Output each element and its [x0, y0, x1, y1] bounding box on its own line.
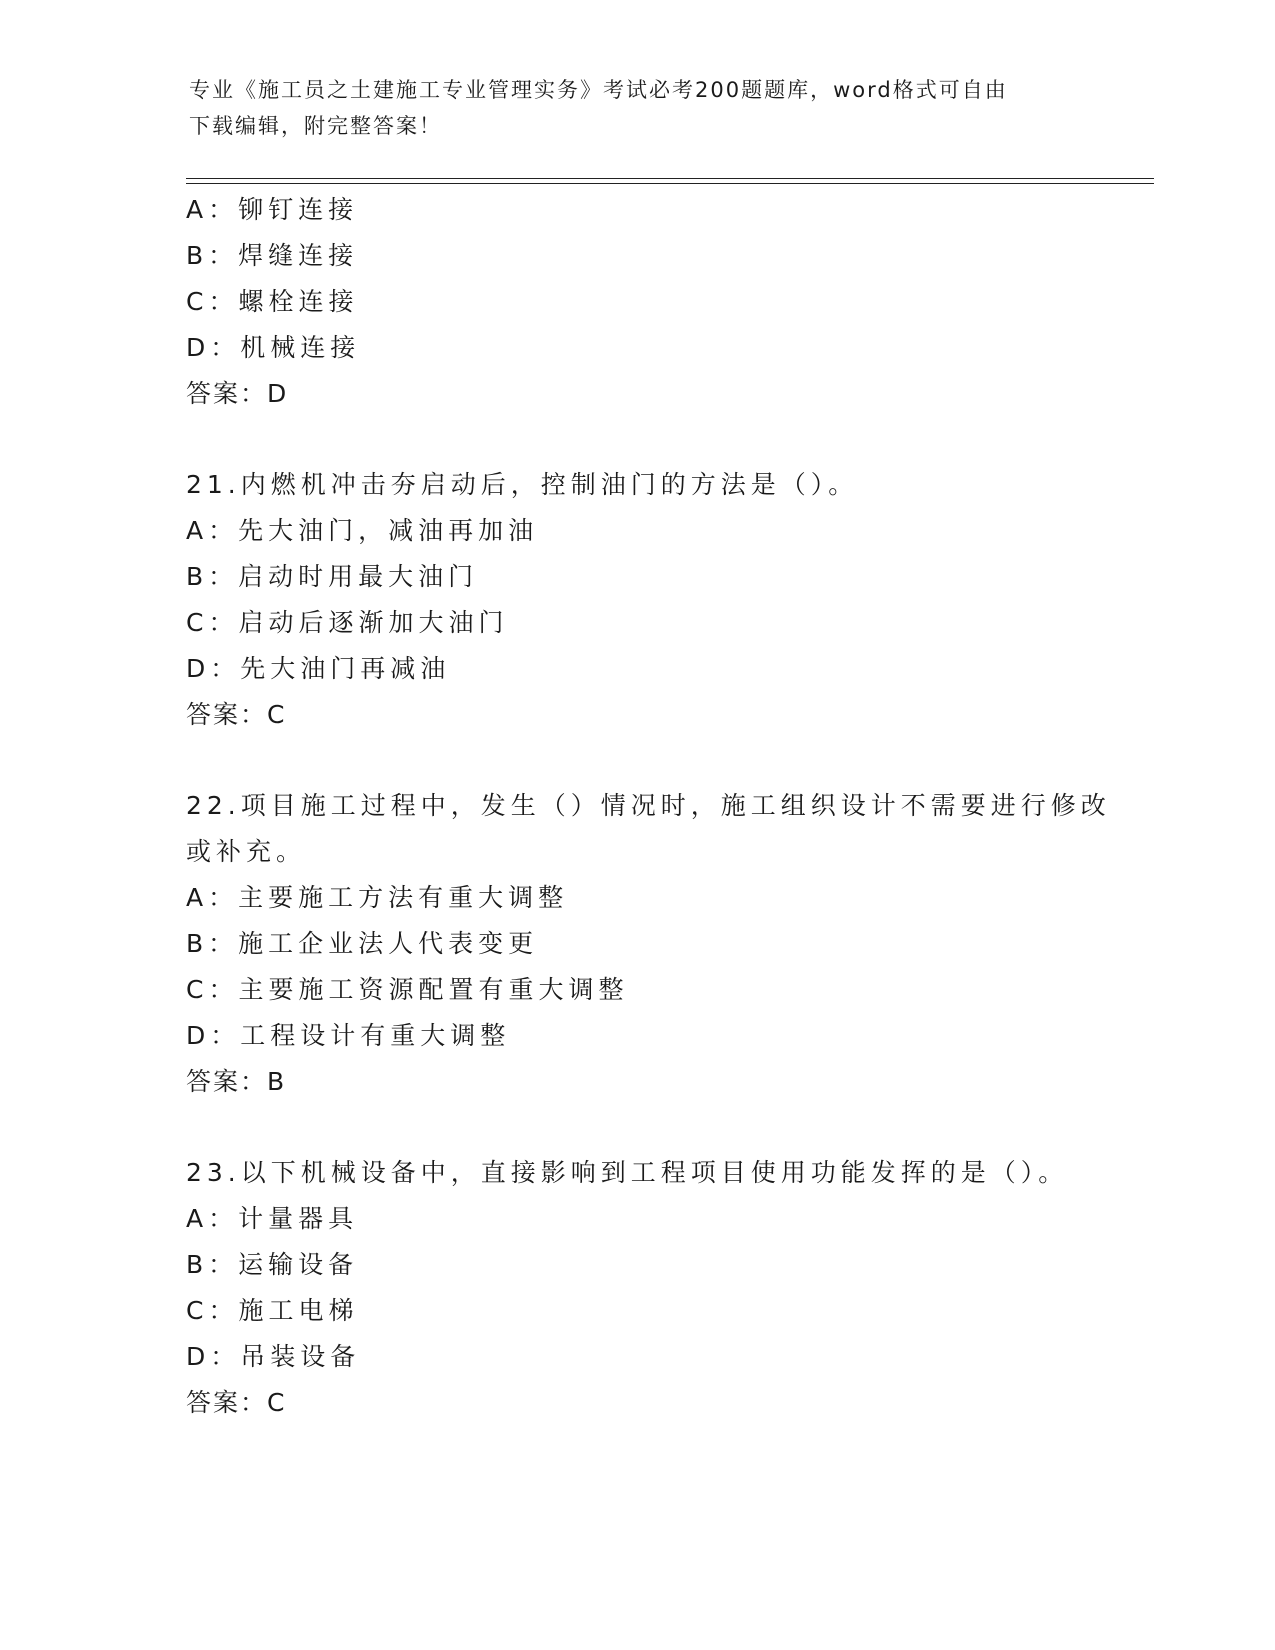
question-block-20	[186, 187, 1086, 417]
option-c: C：启动后逐渐加大油门	[186, 608, 509, 637]
option-b: B：运输设备	[186, 1250, 359, 1279]
option-b: B：施工企业法人代表变更	[186, 929, 539, 958]
option-c: C：螺栓连接	[186, 287, 359, 316]
question-block-22	[186, 783, 1111, 1105]
option-b: B：焊缝连接	[186, 241, 359, 270]
question-stem-line-2: 或补充。	[186, 837, 307, 866]
option-b: B：启动时用最大油门	[186, 562, 479, 591]
question-stem: 21.内燃机冲击夯启动后，控制油门的方法是（）。	[186, 470, 859, 499]
header-title-line-2: 下载编辑，附完整答案！	[189, 114, 442, 138]
question-stem: 23.以下机械设备中，直接影响到工程项目使用功能发挥的是（）。	[186, 1158, 1069, 1187]
header-title-line-1: 专业《施工员之土建施工专业管理实务》考试必考200题题库，word格式可自由	[189, 78, 1008, 102]
option-d: D：工程设计有重大调整	[186, 1021, 511, 1050]
question-block-23	[186, 1150, 1086, 1426]
answer-line: 答案：B	[186, 1067, 287, 1096]
option-d: D：机械连接	[186, 333, 361, 362]
document-body	[186, 187, 1111, 1426]
answer-line: 答案：C	[186, 700, 287, 729]
question-block-21	[186, 462, 1086, 738]
option-d: D：先大油门再减油	[186, 654, 451, 683]
option-c: C：主要施工资源配置有重大调整	[186, 975, 629, 1004]
header-divider-bottom	[186, 183, 1154, 184]
option-a: A：主要施工方法有重大调整	[186, 883, 569, 912]
option-a: A：先大油门，减油再加油	[186, 516, 539, 545]
option-a: A：铆钉连接	[186, 195, 359, 224]
question-stem-line-1: 22.项目施工过程中，发生（）情况时，施工组织设计不需要进行修改	[186, 791, 1111, 820]
option-d: D：吊装设备	[186, 1342, 361, 1371]
header-divider-top	[186, 178, 1154, 179]
answer-line: 答案：C	[186, 1388, 287, 1417]
option-c: C：施工电梯	[186, 1296, 359, 1325]
document-header	[189, 72, 1069, 144]
option-a: A：计量器具	[186, 1204, 359, 1233]
answer-line: 答案：D	[186, 379, 289, 408]
